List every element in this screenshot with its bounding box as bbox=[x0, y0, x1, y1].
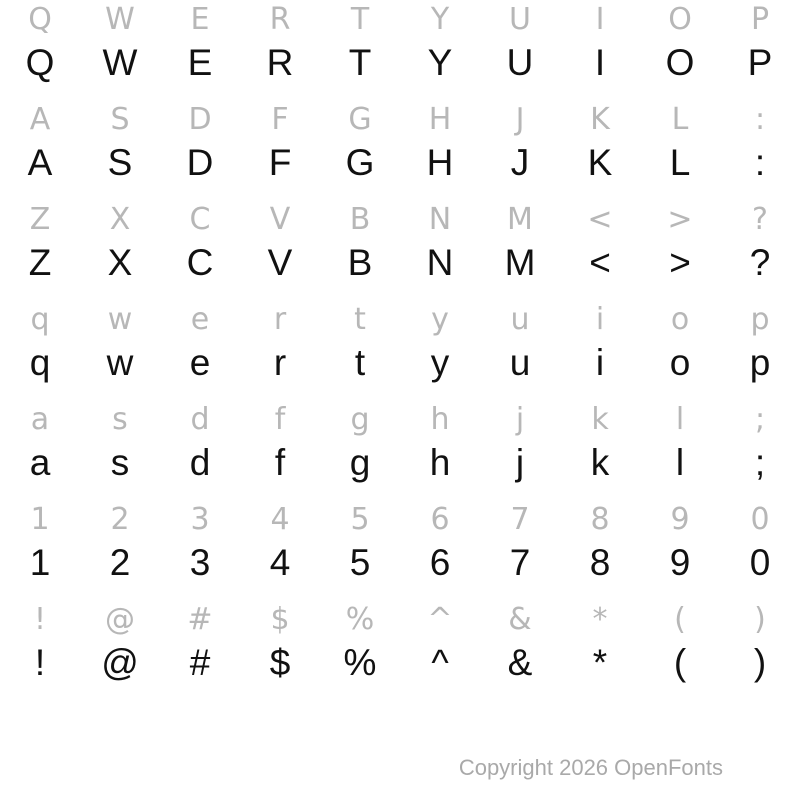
glyph-cell: $ bbox=[270, 602, 290, 637]
glyph-cell: B bbox=[347, 242, 373, 283]
glyph-cell: T bbox=[348, 42, 372, 83]
glyph-cell: M bbox=[507, 202, 533, 237]
glyph-cell: X bbox=[109, 202, 131, 237]
glyph-cell: p bbox=[750, 302, 770, 337]
glyph-cell: * bbox=[592, 602, 608, 637]
glyph-cell: 0 bbox=[749, 542, 771, 583]
glyph-cell: D bbox=[186, 142, 214, 183]
uppercase-home-row-black bbox=[0, 140, 800, 186]
glyph-cell: W bbox=[105, 2, 135, 37]
glyph-cell: j bbox=[515, 402, 525, 437]
glyph-cell: Q bbox=[28, 2, 52, 37]
glyph-cell: F bbox=[271, 102, 289, 137]
glyph-cell: g bbox=[350, 402, 370, 437]
glyph-cell: V bbox=[267, 242, 293, 283]
lowercase-home-row-black bbox=[0, 440, 800, 486]
glyph-cell: F bbox=[268, 142, 292, 183]
glyph-cell: # bbox=[189, 642, 211, 683]
glyph-cell: J bbox=[510, 142, 530, 183]
glyph-cell: K bbox=[590, 102, 610, 137]
glyph-cell: e bbox=[190, 302, 210, 337]
glyph-cell: Y bbox=[427, 42, 453, 83]
glyph-cell: i bbox=[595, 342, 605, 383]
glyph-cell: P bbox=[747, 42, 773, 83]
glyph-cell: ; bbox=[754, 402, 766, 437]
glyph-cell: 8 bbox=[590, 502, 610, 537]
glyph-cell: # bbox=[187, 602, 213, 637]
glyph-cell: p bbox=[749, 342, 771, 383]
glyph-cell: J bbox=[515, 102, 525, 137]
lowercase-home-row-gray bbox=[0, 400, 800, 440]
lowercase-top-row-black bbox=[0, 340, 800, 386]
glyph-cell: 8 bbox=[589, 542, 611, 583]
glyph-cell: o bbox=[669, 342, 691, 383]
glyph-row-pair-uppercase-home-row bbox=[0, 100, 800, 200]
glyph-cell: W bbox=[102, 42, 138, 83]
glyph-cell: D bbox=[188, 102, 212, 137]
glyph-cell: H bbox=[428, 102, 452, 137]
glyph-cell: s bbox=[110, 442, 130, 483]
glyph-cell: Z bbox=[28, 242, 52, 283]
glyph-cell: : bbox=[754, 102, 766, 137]
glyph-cell: w bbox=[107, 302, 133, 337]
glyph-cell: E bbox=[190, 2, 210, 37]
glyph-row-pair-digits-row bbox=[0, 500, 800, 600]
glyph-cell: K bbox=[587, 142, 613, 183]
glyph-cell: O bbox=[665, 42, 695, 83]
glyph-cell: 1 bbox=[29, 542, 51, 583]
glyph-cell: t bbox=[354, 342, 366, 383]
glyph-cell: 6 bbox=[429, 542, 451, 583]
glyph-cell: > bbox=[669, 242, 691, 283]
glyph-cell: @ bbox=[101, 642, 139, 683]
glyph-cell: q bbox=[30, 302, 50, 337]
glyph-cell: w bbox=[106, 342, 134, 383]
glyph-cell: ^ bbox=[427, 602, 453, 637]
glyph-row-pair-symbols-row bbox=[0, 600, 800, 700]
glyph-cell: a bbox=[30, 402, 50, 437]
glyph-cell: u bbox=[510, 302, 530, 337]
glyph-cell: 4 bbox=[269, 542, 291, 583]
glyph-cell: ; bbox=[754, 442, 766, 483]
glyph-cell: h bbox=[430, 402, 450, 437]
glyph-cell: : bbox=[754, 142, 766, 183]
glyph-row-pair-lowercase-home-row bbox=[0, 400, 800, 500]
glyph-cell: T bbox=[350, 2, 370, 37]
glyph-cell: C bbox=[186, 242, 214, 283]
glyph-cell: < bbox=[589, 242, 611, 283]
glyph-cell: & bbox=[507, 642, 533, 683]
glyph-cell: 3 bbox=[189, 542, 211, 583]
glyph-cell: E bbox=[187, 42, 213, 83]
glyph-cell: ^ bbox=[431, 642, 449, 683]
glyph-cell: g bbox=[349, 442, 371, 483]
glyph-cell: k bbox=[591, 402, 609, 437]
glyph-cell: L bbox=[669, 142, 691, 183]
glyph-cell: % bbox=[345, 602, 375, 637]
glyph-cell: s bbox=[112, 402, 128, 437]
glyph-cell: > bbox=[667, 202, 693, 237]
glyph-cell: u bbox=[509, 342, 531, 383]
glyph-cell: d bbox=[189, 442, 211, 483]
glyph-cell: H bbox=[426, 142, 454, 183]
glyph-cell: 3 bbox=[190, 502, 210, 537]
glyph-cell: 6 bbox=[430, 502, 450, 537]
copyright-notice: Copyright 2026 OpenFonts bbox=[458, 755, 723, 780]
glyph-cell: R bbox=[266, 42, 294, 83]
glyph-cell: 7 bbox=[509, 542, 531, 583]
glyph-cell: Y bbox=[430, 2, 450, 37]
glyph-cell: ) bbox=[753, 642, 767, 683]
glyph-cell: k bbox=[590, 442, 610, 483]
uppercase-bottom-row-gray bbox=[0, 200, 800, 240]
glyph-cell: P bbox=[750, 2, 770, 37]
glyph-cell: B bbox=[349, 202, 371, 237]
digits-row-gray bbox=[0, 500, 800, 540]
symbols-row-gray bbox=[0, 600, 800, 640]
glyph-cell: L bbox=[671, 102, 689, 137]
glyph-cell: 2 bbox=[110, 502, 130, 537]
glyph-cell: % bbox=[343, 642, 377, 683]
glyph-cell: U bbox=[509, 2, 531, 37]
glyph-cell: 0 bbox=[750, 502, 770, 537]
uppercase-top-row-black bbox=[0, 40, 800, 86]
lowercase-top-row-gray bbox=[0, 300, 800, 340]
glyph-cell: ) bbox=[754, 602, 766, 637]
glyph-cell: A bbox=[27, 142, 53, 183]
glyph-cell: I bbox=[594, 42, 606, 83]
glyph-cell: q bbox=[29, 342, 51, 383]
glyph-cell: o bbox=[670, 302, 690, 337]
glyph-cell: t bbox=[354, 302, 366, 337]
glyph-cell: A bbox=[29, 102, 51, 137]
glyph-cell: f bbox=[274, 402, 286, 437]
glyph-cell: 5 bbox=[349, 542, 371, 583]
glyph-cell: @ bbox=[105, 602, 135, 637]
glyph-cell: G bbox=[345, 142, 375, 183]
glyph-cell: l bbox=[675, 402, 685, 437]
glyph-cell: y bbox=[431, 302, 449, 337]
glyph-cell: ? bbox=[749, 242, 771, 283]
glyph-cell: ? bbox=[752, 202, 768, 237]
glyph-cell: O bbox=[668, 2, 692, 37]
glyph-cell: N bbox=[426, 242, 454, 283]
glyph-cell: e bbox=[189, 342, 211, 383]
glyph-cell: 1 bbox=[30, 502, 50, 537]
glyph-cell: 5 bbox=[350, 502, 370, 537]
glyph-cell: R bbox=[269, 2, 291, 37]
glyph-cell: 2 bbox=[109, 542, 131, 583]
uppercase-top-row-gray bbox=[0, 0, 800, 40]
glyph-row-pair-uppercase-bottom-row bbox=[0, 200, 800, 300]
glyph-cell: S bbox=[110, 102, 130, 137]
glyph-cell: l bbox=[675, 442, 685, 483]
glyph-cell: 4 bbox=[270, 502, 290, 537]
glyph-cell: h bbox=[429, 442, 451, 483]
symbols-row-black bbox=[0, 640, 800, 686]
glyph-cell: ! bbox=[34, 642, 46, 683]
glyph-cell: d bbox=[190, 402, 210, 437]
glyph-row-pair-lowercase-top-row bbox=[0, 300, 800, 400]
glyph-cell: M bbox=[504, 242, 536, 283]
glyph-cell: Z bbox=[29, 202, 51, 237]
uppercase-bottom-row-black bbox=[0, 240, 800, 286]
glyph-cell: V bbox=[269, 202, 291, 237]
glyph-cell: C bbox=[189, 202, 211, 237]
glyph-cell: $ bbox=[269, 642, 291, 683]
glyph-cell: 9 bbox=[670, 502, 690, 537]
glyph-cell: U bbox=[506, 42, 534, 83]
glyph-cell: y bbox=[430, 342, 450, 383]
glyph-cell: ( bbox=[673, 642, 687, 683]
glyph-cell: ! bbox=[33, 602, 47, 637]
glyph-cell: j bbox=[515, 442, 525, 483]
glyph-cell: r bbox=[273, 342, 287, 383]
glyph-cell: G bbox=[348, 102, 372, 137]
glyph-cell: I bbox=[595, 2, 605, 37]
glyph-cell: i bbox=[595, 302, 605, 337]
glyph-cell: < bbox=[587, 202, 613, 237]
glyph-cell: r bbox=[273, 302, 287, 337]
glyph-cell: 9 bbox=[669, 542, 691, 583]
uppercase-home-row-gray bbox=[0, 100, 800, 140]
glyph-row-pair-uppercase-top-row bbox=[0, 0, 800, 100]
glyph-cell: N bbox=[428, 202, 452, 237]
glyph-cell: 7 bbox=[510, 502, 530, 537]
glyph-cell: X bbox=[107, 242, 133, 283]
digits-row-black bbox=[0, 540, 800, 586]
glyph-cell: a bbox=[29, 442, 51, 483]
glyph-cell: Q bbox=[25, 42, 55, 83]
glyph-cell: S bbox=[107, 142, 133, 183]
glyph-cell: f bbox=[274, 442, 286, 483]
glyph-cell: & bbox=[508, 602, 532, 637]
glyph-cell: * bbox=[592, 642, 608, 683]
glyph-cell: ( bbox=[674, 602, 686, 637]
